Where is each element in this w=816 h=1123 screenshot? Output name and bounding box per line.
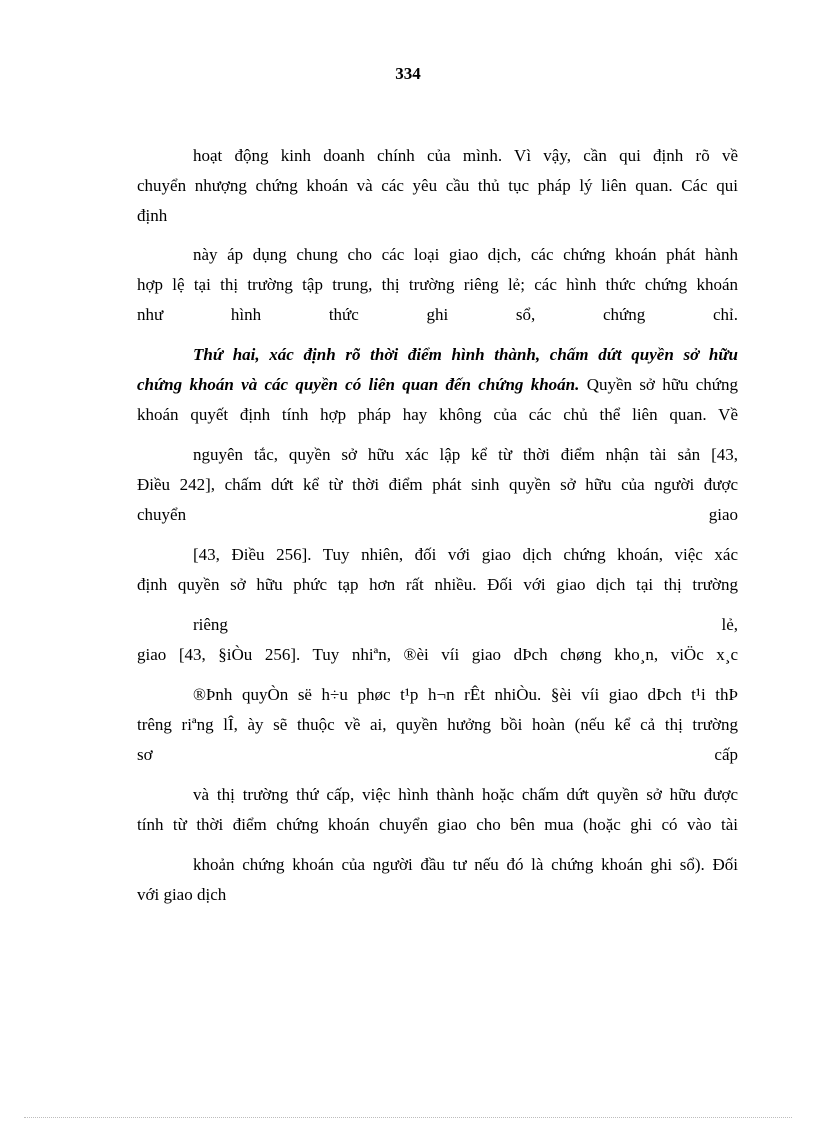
text-line-spread xyxy=(193,614,738,636)
text-line: khoản chứng khoán của người đầu tư nếu đó là chứng khoán ghi sổ). Đối xyxy=(193,855,738,874)
text-line: giao [43, §iÒu 256]. Tuy nhiªn, ®èi víi giao dÞch chøng kho¸n, viÖc x¸c xyxy=(137,645,738,664)
text-line: ®Þnh quyÒn së h÷u phøc t¹p h¬n rÊt nhiÒu. §èi víi giao dÞch t¹i thÞ xyxy=(193,685,738,704)
text-line: và thị trường thứ cấp, việc hình thành hoặc chấm dứt quyền sở hữu được xyxy=(193,785,738,804)
text-line-spread xyxy=(137,304,738,326)
word: lẻ, xyxy=(721,615,738,634)
word: như xyxy=(137,305,164,324)
text-line: Điều 242], chấm dứt kể từ thời điểm phát sinh quyền sở hữu của người được xyxy=(137,475,738,494)
text-line: [43, Điều 256]. Tuy nhiên, đối với giao dịch chứng khoán, việc xác xyxy=(193,545,738,564)
text-line: với giao dịch xyxy=(137,885,227,904)
page-number: 334 xyxy=(395,64,421,83)
text-line: khoán quyết định tính hợp pháp hay không của các chủ thể liên quan. Về xyxy=(137,405,738,424)
page-bottom-divider xyxy=(24,1117,792,1118)
emphasis-text: chứng khoán và các quyền có liên quan đến chứng khoán. xyxy=(137,375,580,394)
text-line: định xyxy=(137,206,168,225)
word: riêng xyxy=(193,615,228,634)
word: chuyển xyxy=(137,505,187,524)
word: giao xyxy=(708,505,738,524)
text-line: hợp lệ tại thị trường tập trung, thị trường riêng lẻ; các hình thức chứng khoán xyxy=(137,275,738,294)
text-line-spread xyxy=(137,504,738,526)
word: sổ, xyxy=(515,305,536,324)
word: thức xyxy=(328,305,359,324)
text-line-spread xyxy=(137,744,738,766)
text-line-emphasis: Thứ hai, xác định rõ thời điểm hình thành, chấm dứt quyền sở hữu xyxy=(193,345,738,364)
text-line-mixed xyxy=(137,374,738,396)
text-line: này áp dụng chung cho các loại giao dịch, các chứng khoán phát hành xyxy=(193,245,738,264)
text-line: hoạt động kinh doanh chính của mình. Vì vậy, cần qui định rõ về xyxy=(193,146,738,165)
word: hình xyxy=(230,305,262,324)
text-line: chuyển nhượng chứng khoán và các yêu cầu thủ tục pháp lý liên quan. Các qui xyxy=(137,176,738,195)
word: sơ xyxy=(137,745,153,764)
text-line: nguyên tắc, quyền sở hữu xác lập kể từ thời điểm nhận tài sản [43, xyxy=(193,445,738,464)
text-line: tính từ thời điểm chứng khoán chuyển giao cho bên mua (hoặc ghi có vào tài xyxy=(137,815,738,834)
text-line: định quyền sở hữu phức tạp hơn rất nhiều. Đối với giao dịch tại thị trường xyxy=(137,575,738,594)
text-line: trêng riªng lÎ, ày sẽ thuộc về ai, quyền hưởng bồi hoàn (nếu kể cả thị trường xyxy=(137,715,738,734)
word: chỉ. xyxy=(712,305,738,324)
word: cấp xyxy=(714,745,738,764)
word: ghi xyxy=(426,305,449,324)
plain-text: Quyền sở hữu chứng xyxy=(579,375,738,394)
word: chứng xyxy=(602,305,646,324)
